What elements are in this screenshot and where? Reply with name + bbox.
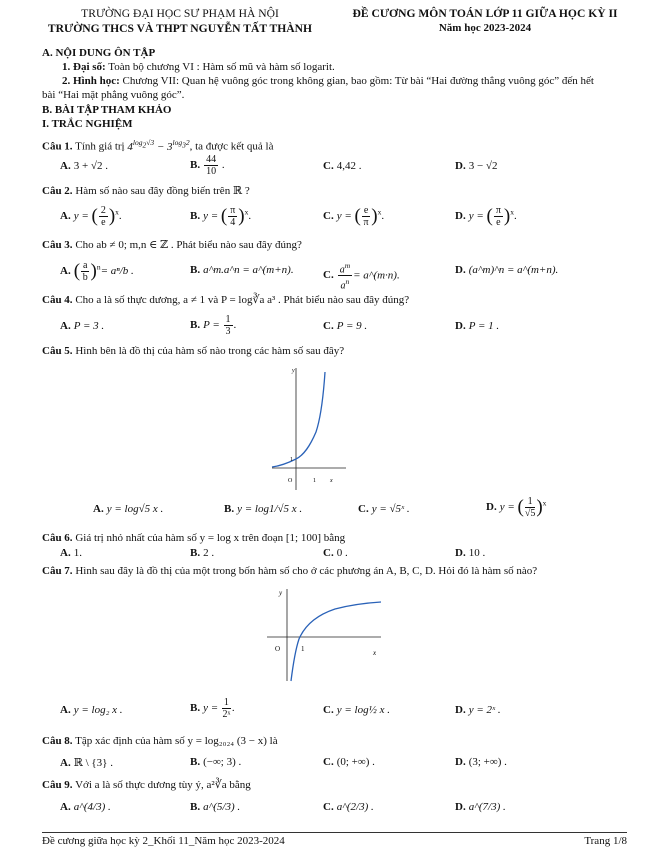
question-9: Câu 9. Với a là số thực dương tùy ý, a²∛a bằng: [42, 779, 251, 791]
section-a-heading: A. NỘI DUNG ÔN TẬP: [42, 47, 156, 59]
header-right: [330, 6, 640, 36]
q7-y-label: y: [279, 589, 283, 597]
q9-option-b[interactable]: B. a^(5/3) .: [190, 801, 241, 813]
school-year: Năm học 2023-2024: [438, 22, 532, 34]
q2-option-d[interactable]: D. y = ( $\frac{\pi}{e}$ )$^x$.: [455, 205, 517, 228]
footer-document-name: Đề cương giữa học kỳ 2_Khối 11_Năm học 2023-2024: [42, 835, 285, 847]
q1-option-c[interactable]: C. 4,42 .: [323, 160, 362, 172]
q5-graph: [270, 362, 350, 492]
q6-option-a[interactable]: A. 1.: [60, 547, 82, 559]
q8-option-b[interactable]: B. (−∞; 3) .: [190, 756, 242, 768]
section-i-heading: I. TRẮC NGHIỆM: [42, 118, 133, 130]
q5-y-one: 1: [290, 457, 293, 463]
q7-x-label: x: [373, 649, 377, 657]
q6-option-c[interactable]: C. 0 .: [323, 547, 348, 559]
q6-option-b[interactable]: B. 2 .: [190, 547, 215, 559]
q3-option-b[interactable]: B. a^m.a^n = a^(m+n).: [190, 264, 294, 276]
question-5: Câu 5. Hình bên là đồ thị của hàm số nào trong các hàm số sau đây?: [42, 345, 345, 357]
content-algebra: 1. Đại số: Toàn bộ chương VI : Hàm số mũ và hàm số logarit.: [62, 61, 335, 73]
q7-x-one: 1: [301, 645, 305, 653]
q7-option-a[interactable]: A. y = log₂ x .: [60, 704, 123, 716]
q8-option-c[interactable]: C. (0; +∞) .: [323, 756, 375, 768]
school-name: TRƯỜNG THCS VÀ THPT NGUYỄN TẤT THÀNH: [47, 22, 313, 35]
question-6: Câu 6. Giá trị nhỏ nhất của hàm số y = log x trên đoạn [1; 100] bằng: [42, 532, 346, 544]
page-footer: [42, 832, 627, 847]
q6-option-d[interactable]: D. 10 .: [455, 547, 486, 559]
header-left: [30, 6, 330, 36]
q1-option-b[interactable]: B. $\frac{44}{10}$ .: [190, 154, 225, 177]
q7-option-d[interactable]: D. y = 2ˣ .: [455, 704, 501, 716]
q9-option-a[interactable]: A. a^(4/3) .: [60, 801, 111, 813]
question-3: Câu 3. Cho ab ≠ 0; m,n ∈ ℤ . Phát biểu nào sau đây đúng?: [42, 239, 302, 251]
q5-x-label: x: [330, 478, 333, 484]
q5-option-b[interactable]: B. y = log1/√5 x .: [224, 503, 303, 515]
q4-option-a[interactable]: A. P = 3 .: [60, 320, 105, 332]
q9-option-c[interactable]: C. a^(2/3) .: [323, 801, 374, 813]
university-name: TRƯỜNG ĐẠI HỌC SƯ PHẠM HÀ NỘI: [81, 7, 279, 20]
q3-option-d[interactable]: D. (a^m)^n = a^(m+n).: [455, 264, 559, 276]
q4-option-c[interactable]: C. P = 9 .: [323, 320, 368, 332]
q2-option-a[interactable]: A. y = ( $\frac{2}{e}$ )$^x$.: [60, 205, 122, 228]
q7-option-c[interactable]: C. y = log½ x .: [323, 704, 390, 716]
q4-option-d[interactable]: D. P = 1 .: [455, 320, 500, 332]
section-b-heading: B. BÀI TẬP THAM KHẢO: [42, 104, 172, 116]
question-4: Câu 4. Cho a là số thực dương, a ≠ 1 và P = log∛a a³ . Phát biểu nào sau đây đúng?: [42, 294, 410, 306]
q1-option-d[interactable]: D. 3 − √2: [455, 160, 498, 172]
q7-origin-label: O: [275, 645, 281, 653]
q9-option-d[interactable]: D. a^(7/3) .: [455, 801, 506, 813]
footer-page-number: Trang 1/8: [584, 835, 627, 847]
q2-option-c[interactable]: C. y = ( $\frac{e}{\pi}$ )$^x$.: [323, 205, 385, 228]
q1-option-a[interactable]: A. 3 + √2 .: [60, 160, 108, 172]
q2-option-b[interactable]: B. y = ( $\frac{\pi}{4}$ )$^x$.: [190, 205, 252, 228]
q7-option-b[interactable]: B. y = $\frac{1}{\text{2ˣ}}$ .: [190, 697, 235, 720]
q8-option-d[interactable]: D. (3; +∞) .: [455, 756, 507, 768]
q7-graph: [265, 585, 385, 685]
q7-curve: [291, 602, 381, 681]
question-1: Câu 1. Tính giá trị $4^{log_2√3} - 3^{log_32}$, ta được kết quả là: [42, 138, 274, 153]
q3-option-a[interactable]: A. ( $\frac{a}{b}$ )$^n$= aⁿ/b .: [60, 260, 134, 283]
q3-option-c[interactable]: C. $\frac{a^m}{a^n}$ = a^(m·n).: [323, 261, 400, 292]
q5-option-c[interactable]: C. y = √5ˣ .: [358, 503, 410, 515]
q4-option-b[interactable]: B. P = $\frac{1}{3}$ .: [190, 314, 237, 337]
q8-option-a[interactable]: A. ℝ \ {3} .: [60, 757, 113, 769]
q5-option-d[interactable]: D. y = ( $\frac{1}{√5}$ )$^x$: [486, 496, 547, 519]
question-7: Câu 7. Hình sau đây là đồ thị của một trong bốn hàm số cho ở các phương án A, B, C, D. Hỏi đó là hàm số nào?: [42, 565, 538, 577]
q5-curve: [272, 372, 325, 467]
q5-origin-label: O: [288, 478, 293, 484]
content-geometry: 2. Hình học: Chương VII: Quan hệ vuông góc trong không gian, bao gồm: Từ bài “Hai đường thẳng vuông góc” đến hết bài “Hai mặt phẳng vuông góc”.: [42, 75, 594, 101]
document-title: ĐỀ CƯƠNG MÔN TOÁN LỚP 11 GIỮA HỌC KỲ II: [352, 7, 618, 20]
question-2: Câu 2. Hàm số nào sau đây đồng biến trên ℝ ?: [42, 185, 250, 197]
q5-x-one: 1: [313, 478, 316, 484]
q5-option-a[interactable]: A. y = log√5 x .: [93, 503, 164, 515]
q5-y-label: y: [292, 368, 295, 374]
question-8: Câu 8. Tập xác định của hàm số y = log₂₀₂₄ (3 − x) là: [42, 735, 278, 747]
